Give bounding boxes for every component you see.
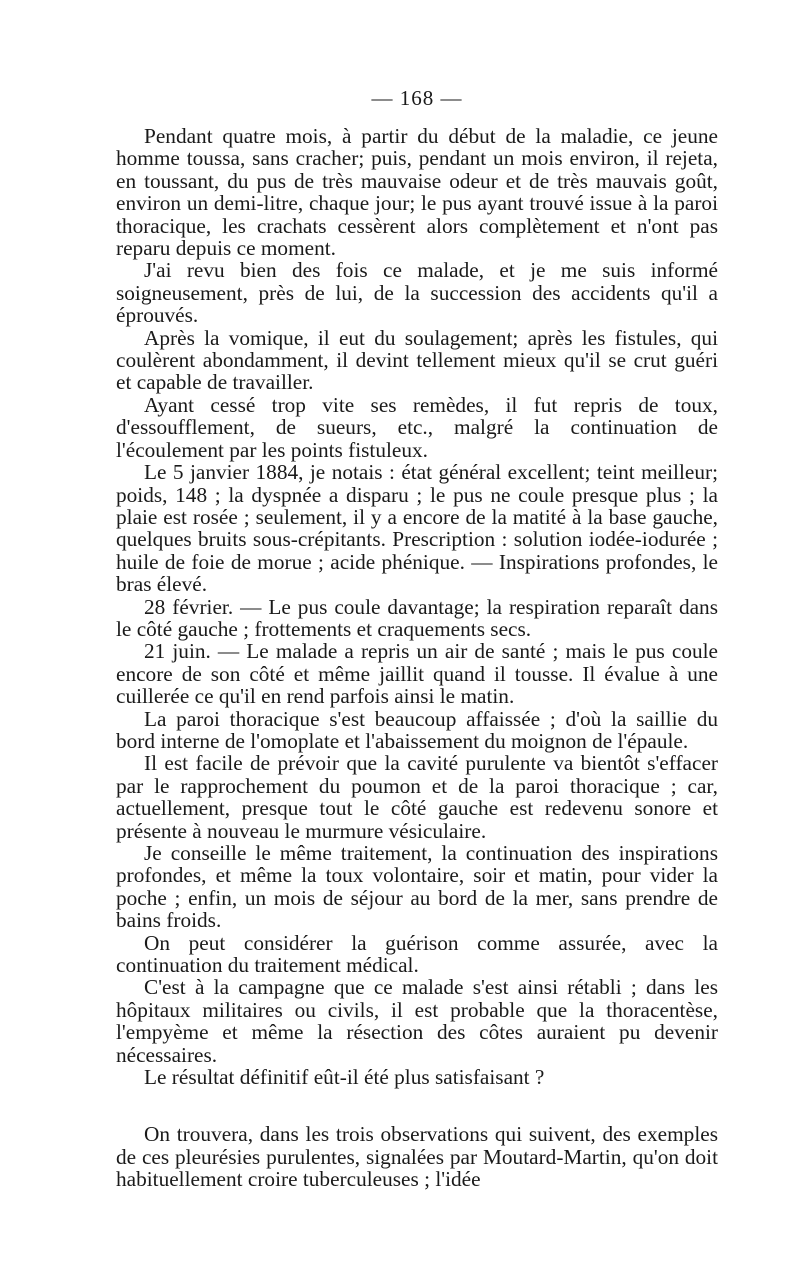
- paragraph: Je conseille le même traitement, la continuation des inspirations profondes, et même la toux volontaire, soir et matin, pour vider la poche ; enfin, un mois de séjour au bord de la mer, sans prendre de bains froids.: [116, 841, 718, 933]
- paragraph: La paroi thoracique s'est beaucoup affaissée ; d'où la saillie du bord interne de l'omoplate et l'abaissement du moignon de l'épaule.: [116, 706, 718, 753]
- paragraph: Après la vomique, il eut du soulagement; après les fistules, qui coulèrent abondamment, il devint tellement mieux qu'il se crut guéri et capable de travailler.: [116, 325, 718, 395]
- paragraph: C'est à la campagne que ce malade s'est ainsi rétabli ; dans les hôpitaux militaires ou civils, il est probable que la thoracentèse, l'empyème et même la résection des côtes auraient pu devenir nécessaires.: [116, 975, 718, 1067]
- paragraph: 28 février. — Le pus coule davantage; la respiration reparaît dans le côté gauche ; frottements et craquements secs.: [116, 594, 718, 641]
- body-text: [116, 125, 718, 1191]
- paragraph: Le résultat définitif eût-il été plus satisfaisant ?: [144, 1065, 545, 1090]
- closing-paragraph: On trouvera, dans les trois observations qui suivent, des exemples de ces pleurésies purulentes, signalées par Moutard-Martin, qu'on doit habituellement croire tuberculeuses ; l'idée: [116, 1122, 718, 1192]
- paragraph: 21 juin. — Le malade a repris un air de santé ; mais le pus coule encore de son côté et même jaillit quand il tousse. Il évalue à une cuillerée ce qu'il en rend parfois ainsi le matin.: [116, 639, 718, 709]
- paragraph: On peut considérer la guérison comme assurée, avec la continuation du traitement médical.: [116, 930, 718, 978]
- section-gap: [116, 1088, 718, 1123]
- paragraph: J'ai revu bien des fois ce malade, et je me suis informé soigneusement, près de lui, de la succession des accidents qu'il a éprouvés.: [116, 258, 718, 328]
- paragraph: Le 5 janvier 1884, je notais : état général excellent; teint meilleur; poids, 148 ; la dyspnée a disparu ; le pus ne coule presque plus ; la plaie est rosée ; seulement, il y a encore de la matité à la base gauche, quelques bruits sous-crépitants. Prescription : solution iodée-iodurée ; huile de foie de morue ; acide phénique. — Inspirations profondes, le bras élevé.: [116, 460, 718, 597]
- paragraph: Il est facile de prévoir que la cavité purulente va bientôt s'effacer par le rapprochement du poumon et de la paroi thoracique ; car, actuellement, presque tout le côté gauche est redevenu sonore et présente à nouveau le murmure vésiculaire.: [116, 751, 718, 843]
- paragraph: Pendant quatre mois, à partir du début de la maladie, ce jeune homme toussa, sans cracher; puis, pendant un mois environ, il rejeta, en toussant, du pus de très mauvaise odeur et de très mauvais goût, environ un demi-litre, chaque jour; le pus ayant trouvé issue à la paroi thoracique, les crachats cessèrent alors complètement et n'ont pas reparu depuis ce moment.: [116, 124, 718, 261]
- page-number: — 168 —: [371, 86, 463, 110]
- paragraph: Ayant cessé trop vite ses remèdes, il fut repris de toux, d'essoufflement, de sueurs, etc., malgré la continuation de l'écoulement par les points fistuleux.: [116, 392, 718, 462]
